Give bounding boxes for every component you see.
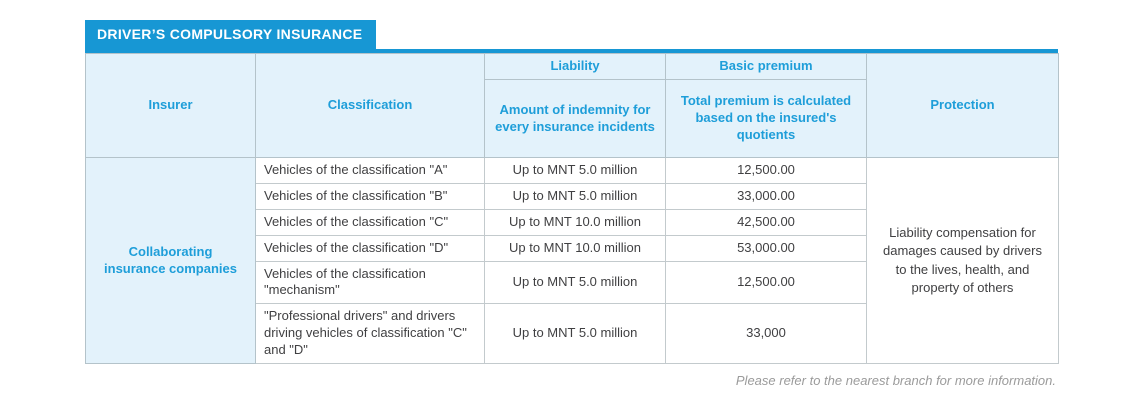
premium-cell: 42,500.00 [666, 209, 867, 235]
header-group-row [86, 54, 1059, 80]
protection-cell: Liability compensation for damages caused by drivers to the lives, health, and property of others [867, 158, 1059, 364]
section-title-tab: DRIVER’S COMPULSORY INSURANCE [85, 20, 376, 49]
classification-cell: "Professional drivers" and drivers driving vehicles of classification "C" and "D" [256, 304, 485, 364]
liability-cell: Up to MNT 10.0 million [485, 209, 666, 235]
table-row [86, 158, 1059, 184]
column-header-classification: Classification [256, 54, 485, 158]
classification-cell: Vehicles of the classification "C" [256, 209, 485, 235]
column-header-liability: Liability [485, 54, 666, 80]
premium-cell: 12,500.00 [666, 158, 867, 184]
insurance-table-section [85, 20, 1058, 388]
premium-cell: 33,000.00 [666, 183, 867, 209]
subheader-premium-description: Total premium is calculated based on the insured's quotients [666, 80, 867, 158]
premium-cell: 33,000 [666, 304, 867, 364]
compulsory-insurance-table [85, 53, 1059, 364]
premium-cell: 12,500.00 [666, 261, 867, 304]
classification-cell: Vehicles of the classification "mechanism" [256, 261, 485, 304]
liability-cell: Up to MNT 5.0 million [485, 183, 666, 209]
footer-note: Please refer to the nearest branch for more information. [735, 373, 1056, 389]
liability-cell: Up to MNT 5.0 million [485, 304, 666, 364]
liability-cell: Up to MNT 5.0 million [485, 261, 666, 304]
subheader-liability-description: Amount of indemnity for every insurance incidents [485, 80, 666, 158]
liability-cell: Up to MNT 5.0 million [485, 158, 666, 184]
column-header-protection: Protection [867, 54, 1059, 158]
classification-cell: Vehicles of the classification "A" [256, 158, 485, 184]
column-header-insurer: Insurer [86, 54, 256, 158]
column-header-basic-premium: Basic premium [666, 54, 867, 80]
premium-cell: 53,000.00 [666, 235, 867, 261]
classification-cell: Vehicles of the classification "D" [256, 235, 485, 261]
classification-cell: Vehicles of the classification "B" [256, 183, 485, 209]
insurer-cell: Collaborating insurance companies [86, 158, 256, 364]
liability-cell: Up to MNT 10.0 million [485, 235, 666, 261]
